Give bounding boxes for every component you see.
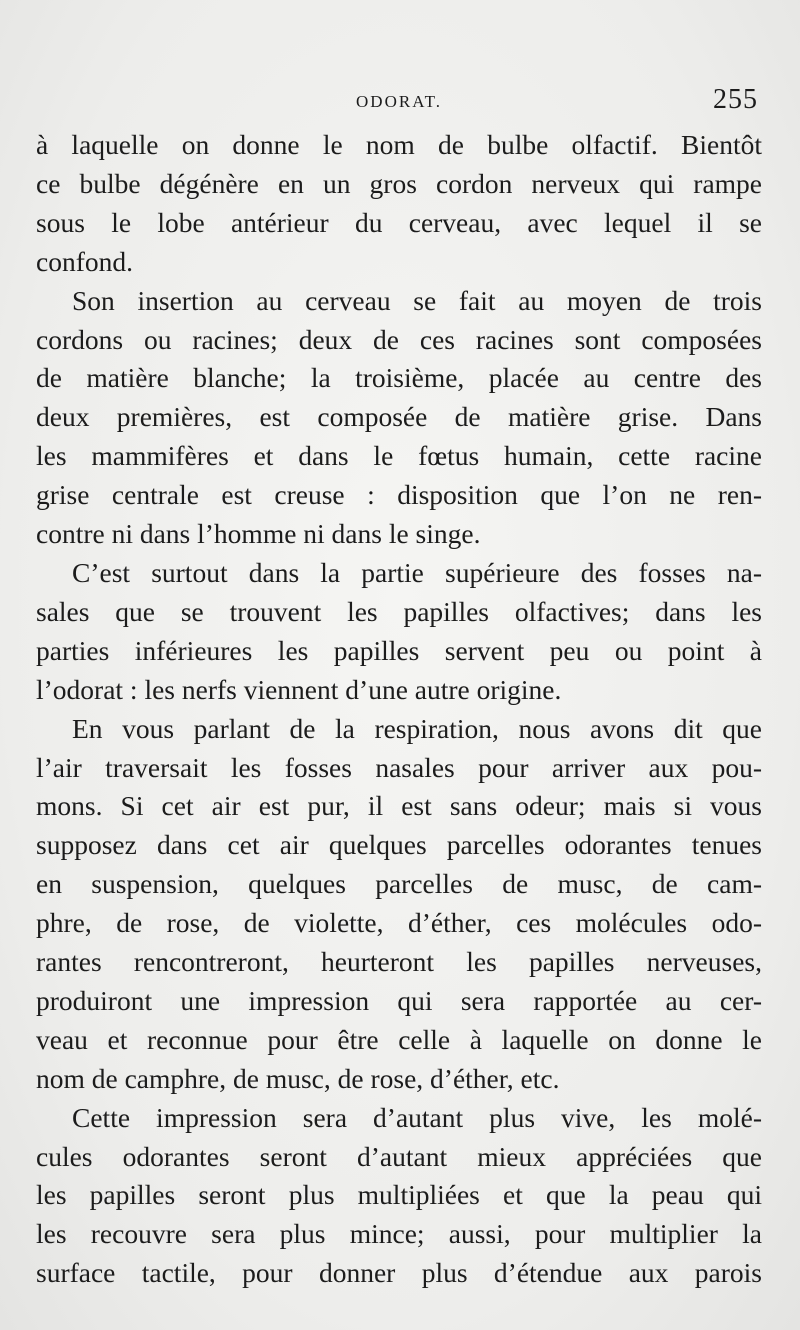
paragraph (36, 710, 762, 1099)
text-line: à laquelle on donne le nom de bulbe olfactif. Bientôt (36, 129, 762, 160)
text-line: C’est surtout dans la partie supérieure des fosses na- (72, 556, 762, 588)
text-line: cordons ou racines; deux de ces racines sont composées (36, 323, 762, 355)
text-line: les papilles seront plus multipliées et que la peau qui (36, 1179, 762, 1211)
text-line: les mammifères et dans le fœtus humain, cette racine (36, 440, 762, 472)
text-line: veau et reconnue pour être celle à laquelle on donne le (36, 1023, 762, 1055)
text-line: sales que se trouvent les papilles olfactives; dans les (36, 595, 762, 627)
text-line: l’odorat : les nerfs viennent d’une autre origine. (36, 673, 562, 705)
text-line: deux premières, est composée de matière grise. Dans (36, 401, 762, 433)
text-line: l’air traversait les fosses nasales pour arriver aux pou- (36, 751, 762, 783)
text-line: contre ni dans l’homme ni dans le singe. (36, 518, 481, 550)
text-line: supposez dans cet air quelques parcelles odorantes tenues (36, 829, 762, 861)
paragraph (36, 282, 762, 554)
body-text (36, 126, 762, 1293)
text-line: parties inférieures les papilles servent peu ou point à (36, 634, 762, 666)
paragraph (36, 126, 762, 282)
text-line: cules odorantes seront d’autant mieux appréciées que (36, 1140, 762, 1172)
page-header (36, 84, 762, 120)
text-line: sous le lobe antérieur du cerveau, avec lequel il se (36, 206, 762, 238)
text-line: Cette impression sera d’autant plus vive, les molé- (72, 1101, 762, 1133)
text-line: grise centrale est creuse : disposition que l’on ne ren- (36, 479, 762, 511)
text-line: surface tactile, pour donner plus d’étendue aux parois (36, 1257, 762, 1289)
text-line: phre, de rose, de violette, d’éther, ces molécules odo- (36, 907, 762, 939)
running-head: ODORAT. (356, 92, 442, 111)
text-line: les recouvre sera plus mince; aussi, pour multiplier la (36, 1218, 762, 1250)
text-line: En vous parlant de la respiration, nous avons dit que (72, 712, 762, 744)
text-line: confond. (36, 245, 133, 277)
text-line: mons. Si cet air est pur, il est sans odeur; mais si vous (36, 790, 762, 822)
text-line: de matière blanche; la troisième, placée au centre des (36, 362, 762, 394)
text-line: produiront une impression qui sera rapportée au cer- (36, 984, 762, 1016)
paragraph (36, 1099, 762, 1294)
text-line: nom de camphre, de musc, de rose, d’éther, etc. (36, 1062, 560, 1094)
text-line: ce bulbe dégénère en un gros cordon nerveux qui rampe (36, 167, 762, 199)
page-number: 255 (713, 84, 758, 115)
paragraph (36, 554, 762, 710)
text-line: en suspension, quelques parcelles de musc, de cam- (36, 868, 762, 900)
text-line: Son insertion au cerveau se fait au moyen de trois (72, 284, 762, 316)
text-line: rantes rencontreront, heurteront les papilles nerveuses, (36, 946, 762, 978)
